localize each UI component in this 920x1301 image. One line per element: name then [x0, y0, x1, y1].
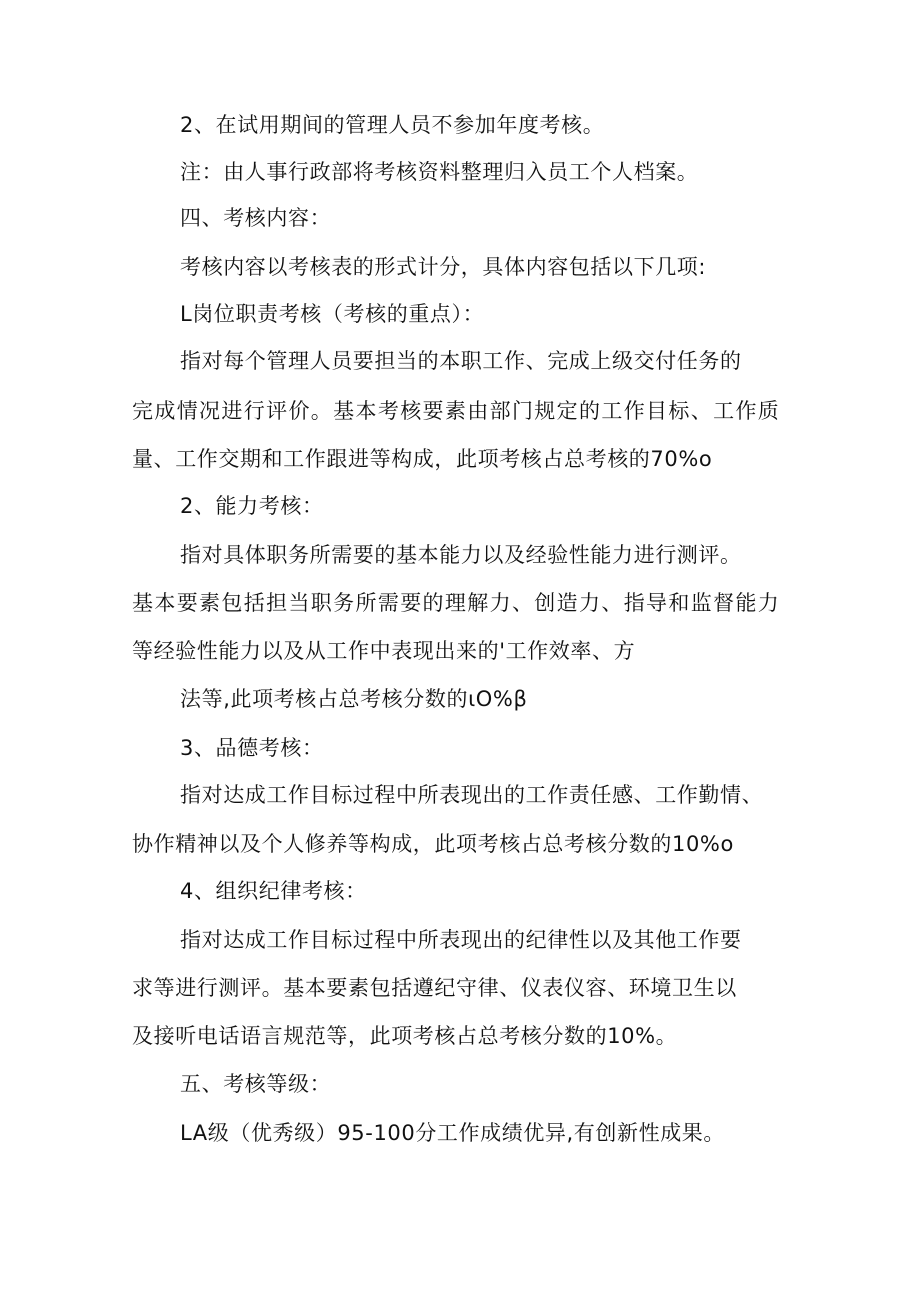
subsection-heading: 3、品德考核：	[180, 736, 324, 760]
section-heading: 四、考核内容：	[180, 206, 332, 230]
paragraph-line: 求等进行测评。基本要素包括遵纪守律、仪表仪容、环境卫生以	[132, 976, 737, 1000]
paragraph-line: 量、工作交期和工作跟进等构成，此项考核占总考核的70%o	[132, 447, 713, 471]
paragraph-line: 协作精神以及个人修养等构成，此项考核占总考核分数的10%o	[132, 832, 734, 856]
subsection-heading: L岗位职责考核（考核的重点）：	[180, 302, 485, 326]
paragraph-line: 完成情况进行评价。基本考核要素由部门规定的工作目标、工作质	[132, 399, 781, 423]
paragraph-line: 2、在试用期间的管理人员不参加年度考核。	[180, 113, 605, 137]
paragraph-line: 指对每个管理人员要担当的本职工作、完成上级交付任务的	[180, 349, 742, 373]
paragraph-line: LA级（优秀级）95-100分工作成绩优异,有创新性成果。	[180, 1121, 726, 1145]
paragraph-line: 基本要素包括担当职务所需要的理解力、创造力、指导和监督能力	[132, 591, 781, 615]
subsection-heading: 2、能力考核：	[180, 494, 324, 518]
paragraph-line: 考核内容以考核表的形式计分，具体内容包括以下几项:	[180, 255, 707, 279]
paragraph-line: 指对具体职务所需要的基本能力以及经验性能力进行测评。	[180, 543, 742, 567]
paragraph-line: 指对达成工作目标过程中所表现出的纪律性以及其他工作要	[180, 928, 742, 952]
paragraph-line: 等经验性能力以及从工作中表现出来的'工作效率、方	[132, 639, 636, 663]
paragraph-line: 法等,此项考核占总考核分数的ιO%β	[180, 687, 528, 711]
note-line: 注：由人事行政部将考核资料整理归入员工个人档案。	[180, 160, 699, 184]
paragraph-line: 指对达成工作目标过程中所表现出的工作责任感、工作勤情、	[180, 783, 764, 807]
paragraph-line: 及接听电话语言规范等，此项考核占总考核分数的10%。	[132, 1024, 678, 1048]
section-heading: 五、考核等级：	[180, 1072, 332, 1096]
subsection-heading: 4、组织纪律考核：	[180, 879, 367, 903]
